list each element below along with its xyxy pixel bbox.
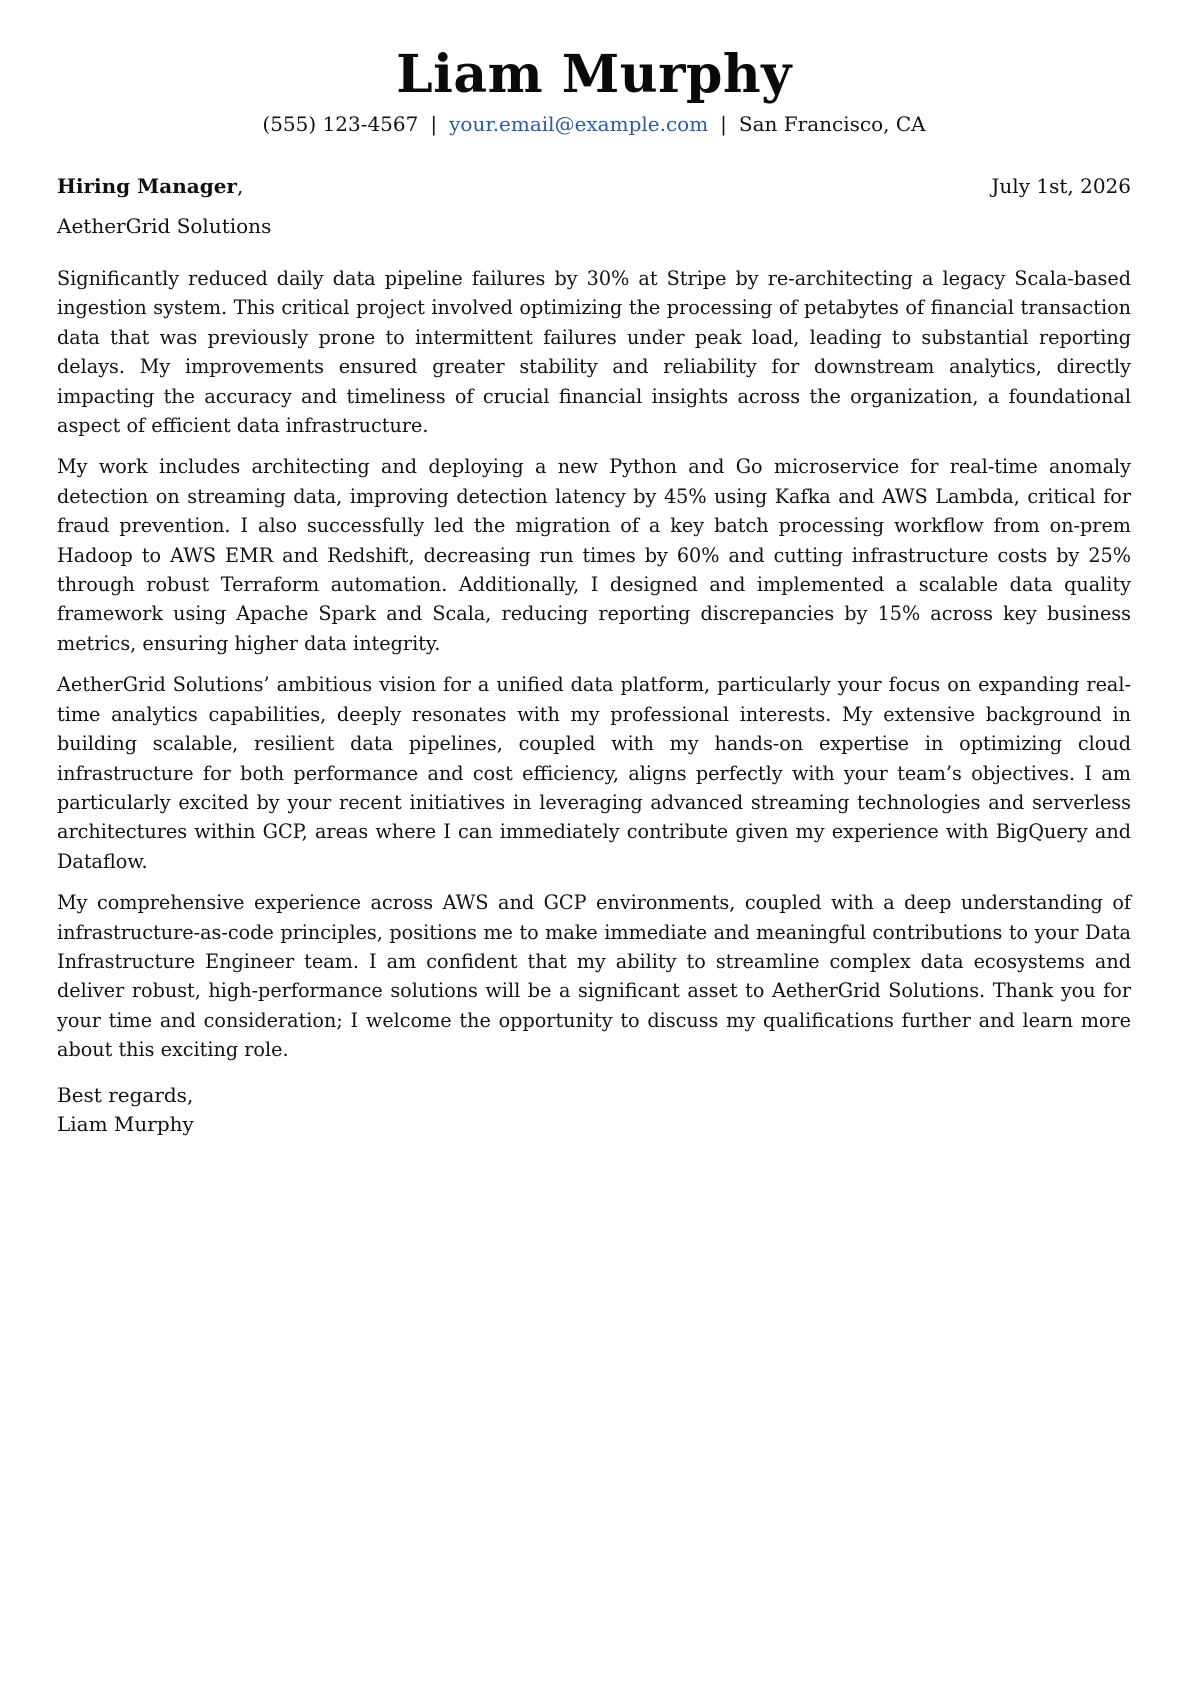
contact-line [57, 110, 1131, 138]
phone-number: (555) 123-4567 [262, 112, 419, 136]
body-paragraph: My comprehensive experience across AWS and GCP environments, coupled with a deep understanding of infrastructure-as-code principles, positions me to make immediate and meaningful contributions to your Data Infrastructure Engineer team. I am confident that my ability to streamline complex data ecosystems and deliver robust, high-performance solutions will be a significant asset to AetherGrid Solutions. Thank you for your time and consideration; I welcome the opportunity to discuss my qualifications further and learn more about this exciting role. [57, 891, 1131, 1062]
body-paragraph: My work includes architecting and deploying a new Python and Go microservice for real-time anomaly detection on streaming data, improving detection latency by 45% using Kafka and AWS Lambda, critical for fraud prevention. I also successfully led the migration of a key batch processing workflow from on-prem Hadoop to AWS EMR and Redshift, decreasing run times by 60% and cutting infrastructure costs by 25% through robust Terraform automation. Additionally, I designed and implemented a scalable data quality framework using Apache Spark and Scala, reducing reporting discrepancies by 15% across key business metrics, ensuring higher data integrity. [57, 455, 1131, 655]
recipient-row [57, 172, 1131, 200]
recipient-greeting [57, 172, 243, 200]
contact-separator: | [430, 112, 438, 136]
cover-letter-page [57, 0, 1131, 1683]
letter-closing [57, 1081, 1131, 1139]
applicant-name: Liam Murphy [396, 44, 792, 105]
closing-salutation: Best regards, [57, 1082, 194, 1107]
body-paragraph: Significantly reduced daily data pipeline failures by 30% at Stripe by re-architecting a legacy Scala-based ingestion system. This critical project involved optimizing the processing of petabytes of financial transaction data that was previously prone to intermittent failures under peak load, leading to substantial reporting delays. My improvements ensured greater stability and reliability for downstream analytics, directly impacting the accuracy and timeliness of crucial financial insights across the organization, a foundational aspect of efficient data infrastructure. [57, 267, 1131, 438]
email-link[interactable]: your.email@example.com [449, 112, 709, 136]
letter-body [57, 264, 1131, 1065]
closing-signature: Liam Murphy [57, 1111, 194, 1136]
recipient-company: AetherGrid Solutions [57, 214, 272, 238]
letter-header [57, 44, 1131, 138]
recipient-suffix: , [236, 174, 244, 198]
body-paragraph: AetherGrid Solutions’ ambitious vision for a unified data platform, particularly your focus on expanding real-time analytics capabilities, deeply resonates with my professional interests. My extensive background in building scalable, resilient data pipelines, coupled with my hands-on expertise in optimizing cloud infrastructure for both performance and cost efficiency, aligns perfectly with your team’s objectives. I am particularly excited by your recent initiatives in leveraging advanced streaming technologies and serverless architectures within GCP, areas where I can immediately contribute given my experience with BigQuery and Dataflow. [57, 673, 1131, 873]
location: San Francisco, CA [738, 112, 926, 136]
contact-separator: | [720, 112, 727, 136]
letter-date: July 1st, 2026 [991, 174, 1131, 198]
recipient-name: Hiring Manager [57, 174, 237, 198]
